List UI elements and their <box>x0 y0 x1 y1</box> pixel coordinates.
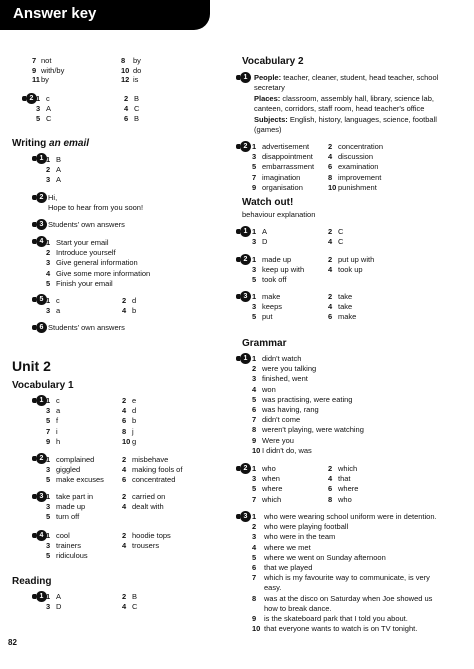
answer-text: make <box>262 292 281 301</box>
answer-text: that everyone wants to watch is on TV tonight. <box>264 624 418 634</box>
answer-number: 9 <box>252 182 257 192</box>
answer-text: dealt with <box>132 502 164 512</box>
answer-number: 2 <box>328 142 333 151</box>
answer-text: misbehave <box>132 455 169 464</box>
answer-number: 2 <box>252 522 257 532</box>
answer-text: which is my favourite way to communicate, is very <box>264 573 430 583</box>
answer-text: j <box>132 426 134 436</box>
answer-number: 9 <box>252 435 257 445</box>
answer-number: 3 <box>46 406 51 416</box>
answer-number: 3 <box>46 465 51 475</box>
answer-number: 1 <box>46 238 51 247</box>
answer-number: 4 <box>252 542 257 552</box>
answer-text: complained <box>56 455 95 464</box>
answer-text: make excuses <box>56 475 104 485</box>
answer-text: Students' own answers <box>48 220 125 229</box>
category-text-continued: secretary <box>254 83 285 92</box>
answer-number: 6 <box>124 114 129 123</box>
answer-number: 1 <box>46 492 51 501</box>
answer-text: by <box>133 56 141 65</box>
answer-number: 3 <box>252 152 257 162</box>
answer-number: 4 <box>122 602 127 612</box>
answer-text: d <box>132 296 137 305</box>
answer-text: where we went on Sunday afternoon <box>264 552 386 562</box>
answer-number: 3 <box>252 265 257 275</box>
answer-number: 1 <box>46 455 51 464</box>
answer-text: giggled <box>56 465 81 475</box>
answer-text: making fools of <box>132 465 183 475</box>
answer-number: 5 <box>46 475 51 485</box>
exercise-number-badge: 2 <box>240 463 251 474</box>
exercise-number-badge: 5 <box>36 294 47 305</box>
answer-number: 6 <box>328 484 333 494</box>
answer-text: cool <box>56 531 70 540</box>
answer-text: d <box>132 406 137 416</box>
answer-text: turn off <box>56 512 80 522</box>
answer-key-header <box>0 0 210 30</box>
answer-number: 3 <box>46 541 51 551</box>
section-heading-reading: Reading <box>12 576 52 587</box>
answer-number: 10 <box>328 182 337 192</box>
answer-text: e <box>132 396 137 405</box>
exercise-number-badge: 2 <box>240 254 251 265</box>
answer-text: were you talking <box>262 364 317 374</box>
category-text-continued: canteen, corridors, staff room, head teacher's office <box>254 104 425 113</box>
answer-number: 10 <box>122 436 131 446</box>
category-text-continued: (games) <box>254 125 282 134</box>
answer-text: which <box>338 464 358 473</box>
answer-number: 4 <box>122 406 127 416</box>
answer-text: examination <box>338 162 379 172</box>
page-title: Answer key <box>13 5 97 22</box>
answer-number: 4 <box>122 502 127 512</box>
answer-text: who <box>262 464 276 473</box>
answer-text: discussion <box>338 152 374 162</box>
answer-number: 3 <box>46 175 51 184</box>
heading-text: Writing <box>12 138 50 149</box>
section-heading-watch-out: Watch out! <box>242 197 294 208</box>
answer-text: concentration <box>338 142 384 151</box>
answer-text: didn't watch <box>262 354 302 363</box>
answer-text: imagination <box>262 172 301 182</box>
answer-number: 7 <box>252 415 257 425</box>
answer-text: c <box>56 296 60 305</box>
answer-number: 8 <box>328 172 333 182</box>
answer-text: carried on <box>132 492 166 501</box>
answer-number: 4 <box>122 306 127 315</box>
answer-number: 10 <box>252 445 261 455</box>
answer-number: 1 <box>252 255 257 264</box>
answer-number: 3 <box>252 302 257 312</box>
answer-text: Hope to hear from you soon! <box>48 203 144 212</box>
answer-number: 2 <box>122 592 127 601</box>
answer-number: 8 <box>328 494 333 504</box>
answer-number: 1 <box>46 296 51 305</box>
answer-text: took off <box>262 275 287 285</box>
answer-text: when <box>262 474 280 484</box>
answer-text: disappointment <box>262 152 313 162</box>
answer-number: 6 <box>252 405 257 414</box>
answer-text: B <box>134 114 140 123</box>
answer-text: keep up with <box>262 265 305 275</box>
answer-number: 5 <box>36 114 41 123</box>
answer-text: finished, went <box>262 374 308 384</box>
answer-text: won <box>262 384 276 394</box>
answer-text: made up <box>56 502 86 512</box>
answer-number: 1 <box>46 531 51 540</box>
answer-number: 4 <box>46 268 51 278</box>
exercise-number-badge: 1 <box>36 591 47 602</box>
exercise-number-badge: 1 <box>240 353 251 364</box>
answer-text: was having, rang <box>262 405 319 414</box>
answer-text: D <box>56 602 62 612</box>
answer-number: 5 <box>252 552 257 562</box>
exercise-number-badge: 3 <box>36 491 47 502</box>
exercise-number-badge: 2 <box>240 141 251 152</box>
answer-number: 6 <box>328 162 333 172</box>
answer-text: Start your email <box>56 238 109 247</box>
answer-text: not <box>41 56 52 65</box>
answer-text: make <box>338 312 357 322</box>
answer-number: 2 <box>252 364 257 374</box>
answer-number: 5 <box>46 416 51 426</box>
answer-text: weren't playing, were watching <box>262 425 364 435</box>
answer-text: was practising, were eating <box>262 394 353 404</box>
answer-number: 1 <box>46 396 51 405</box>
answer-number: 3 <box>46 502 51 512</box>
answer-number: 4 <box>122 465 127 475</box>
category-label: Subjects: <box>254 115 288 124</box>
answer-number: 1 <box>252 142 257 151</box>
answer-text: put <box>262 312 273 322</box>
answer-text: B <box>132 592 138 601</box>
answer-number: 8 <box>122 426 127 436</box>
answer-text: a <box>56 406 61 416</box>
answer-text: made up <box>262 255 292 264</box>
answer-text: Introduce yourself <box>56 248 116 258</box>
category-line <box>254 115 437 124</box>
answer-number: 3 <box>46 258 51 268</box>
answer-number: 4 <box>124 104 129 113</box>
answer-text: advertisement <box>262 142 310 151</box>
answer-text: i <box>56 426 58 436</box>
answer-text: where <box>262 484 283 494</box>
answer-text: trousers <box>132 541 160 551</box>
answer-text: C <box>338 227 344 236</box>
answer-number: 4 <box>122 541 127 551</box>
answer-number: 10 <box>121 65 130 75</box>
answer-text: where <box>338 484 359 494</box>
category-text: English, history, languages, science, football <box>289 115 437 124</box>
answer-text: concentrated <box>132 475 176 485</box>
answer-number: 1 <box>252 464 257 473</box>
category-line <box>254 73 438 82</box>
answer-number: 2 <box>124 94 129 103</box>
answer-number: 9 <box>46 436 51 446</box>
exercise-number-badge: 3 <box>240 511 251 522</box>
answer-number: 5 <box>252 275 257 285</box>
exercise-number-badge: 3 <box>240 291 251 302</box>
answer-number: 2 <box>328 227 333 236</box>
answer-text: A <box>56 165 62 174</box>
answer-number: 6 <box>252 563 257 572</box>
answer-text: embarrassment <box>262 162 315 172</box>
answer-text: Students' own answers <box>48 323 125 332</box>
answer-number: 2 <box>122 296 127 305</box>
answer-text: trainers <box>56 541 82 551</box>
answer-number: 1 <box>252 354 257 363</box>
answer-number: 5 <box>252 162 257 172</box>
answer-text: C <box>132 602 138 612</box>
answer-text: h <box>56 436 61 446</box>
answer-number: 1 <box>36 94 41 103</box>
answer-number: 7 <box>252 494 257 504</box>
answer-text: that we played <box>264 563 313 572</box>
answer-text: is <box>133 75 139 84</box>
answer-number: 4 <box>328 237 333 247</box>
answer-text: who <box>338 494 352 504</box>
answer-text: hoodie tops <box>132 531 171 540</box>
category-label: People: <box>254 73 282 82</box>
answer-number: 2 <box>328 292 333 301</box>
section-heading-writing <box>12 138 89 149</box>
answer-text: I didn't do, was <box>262 445 312 455</box>
answer-number: 6 <box>122 416 127 426</box>
answer-text: C <box>338 237 344 247</box>
answer-number: 2 <box>122 455 127 464</box>
answer-text: c <box>56 396 60 405</box>
section-heading-vocabulary-1: Vocabulary 1 <box>12 380 74 391</box>
answer-text: A <box>56 592 62 601</box>
answer-number: 9 <box>32 65 37 75</box>
answer-text: Hi, <box>48 193 58 202</box>
answer-number: 7 <box>252 573 257 583</box>
answer-number: 10 <box>252 624 261 634</box>
exercise-number-badge: 6 <box>36 322 47 333</box>
answer-text: organisation <box>262 182 303 192</box>
watch-out-subtitle: behaviour explanation <box>242 210 316 219</box>
answer-number: 9 <box>252 614 257 623</box>
answer-text: take <box>338 302 353 312</box>
answer-text: Give general information <box>56 258 138 268</box>
answer-text: A <box>46 104 52 113</box>
answer-text: that <box>338 474 351 484</box>
answer-text: D <box>262 237 268 247</box>
answer-text: A <box>56 175 62 184</box>
answer-number: 1 <box>46 592 51 601</box>
answer-text: keeps <box>262 302 283 312</box>
answer-number: 2 <box>328 255 333 264</box>
exercise-number-badge: 1 <box>240 226 251 237</box>
section-heading-grammar: Grammar <box>242 338 287 349</box>
answer-text: do <box>133 65 142 75</box>
answer-text: improvement <box>338 172 382 182</box>
answer-number: 7 <box>32 56 37 65</box>
answer-text: is the skateboard park that I told you about. <box>264 614 408 623</box>
answer-number: 12 <box>121 75 130 84</box>
answer-text: Were you <box>262 435 294 445</box>
exercise-number-badge: 2 <box>26 93 37 104</box>
answer-number: 3 <box>252 237 257 247</box>
answer-text: with/by <box>41 65 65 75</box>
answer-number: 5 <box>46 278 51 288</box>
answer-text: g <box>132 436 137 446</box>
answer-text: take part in <box>56 492 94 501</box>
answer-text: b <box>132 306 137 315</box>
answer-number: 5 <box>252 312 257 322</box>
answer-number: 1 <box>252 292 257 301</box>
answer-number: 5 <box>46 551 51 561</box>
answer-number: 6 <box>328 312 333 322</box>
answer-number: 8 <box>252 425 257 435</box>
answer-text: take <box>338 292 353 301</box>
heading-emphasis: an email <box>49 138 90 149</box>
answer-number: 2 <box>46 165 51 174</box>
exercise-number-badge: 2 <box>36 192 47 203</box>
exercise-number-badge: 3 <box>36 219 47 230</box>
answer-text: C <box>46 114 52 123</box>
answer-number: 3 <box>46 602 51 612</box>
answer-text: C <box>134 104 140 113</box>
answer-number: 4 <box>328 302 333 312</box>
answer-text: which <box>262 494 282 504</box>
exercise-number-badge: 1 <box>36 153 47 164</box>
answer-number: 5 <box>46 512 51 522</box>
answer-number: 2 <box>122 531 127 540</box>
answer-text: Finish your email <box>56 278 113 288</box>
answer-text: c <box>46 94 50 103</box>
answer-text: punishment <box>338 182 377 192</box>
exercise-number-badge: 4 <box>36 530 47 541</box>
category-text: teacher, cleaner, student, head teacher, school <box>283 73 439 82</box>
exercise-number-badge: 1 <box>240 72 251 83</box>
answer-number: 3 <box>252 374 257 384</box>
answer-text: didn't come <box>262 415 301 425</box>
answer-number: 11 <box>32 75 40 84</box>
answer-text: ridiculous <box>56 551 88 561</box>
answer-text-continued: easy. <box>264 583 282 593</box>
answer-text: B <box>56 155 62 164</box>
answer-number: 4 <box>328 152 333 162</box>
answer-text: b <box>132 416 137 426</box>
category-label: Places: <box>254 94 281 103</box>
answer-number: 5 <box>252 394 257 404</box>
answer-number: 7 <box>252 172 257 182</box>
answer-number: 4 <box>328 265 333 275</box>
page-number: 82 <box>8 638 17 647</box>
category-line <box>254 94 434 103</box>
answer-text: A <box>262 227 268 236</box>
exercise-number-badge: 4 <box>36 236 47 247</box>
answer-number: 1 <box>46 155 51 164</box>
answer-number: 7 <box>46 426 51 436</box>
answer-text: who were wearing school uniform were in detention. <box>264 512 437 521</box>
answer-text: B <box>134 94 140 103</box>
answer-text: a <box>56 306 61 315</box>
answer-number: 2 <box>122 396 127 405</box>
answer-number: 2 <box>328 464 333 473</box>
exercise-number-badge: 1 <box>36 395 47 406</box>
answer-text: put up with <box>338 255 375 264</box>
section-heading-vocabulary-2: Vocabulary 2 <box>242 56 304 67</box>
answer-text: f <box>56 416 59 426</box>
category-text: classroom, assembly hall, library, science lab, <box>282 94 434 103</box>
answer-text: by <box>41 75 49 84</box>
answer-text-continued: how to break dance. <box>264 603 332 613</box>
answer-number: 1 <box>252 227 257 236</box>
answer-number: 3 <box>252 474 257 484</box>
answer-number: 3 <box>46 306 51 315</box>
answer-number: 3 <box>36 104 41 113</box>
answer-number: 4 <box>328 474 333 484</box>
answer-number: 8 <box>252 593 257 603</box>
answer-number: 1 <box>252 512 257 521</box>
answer-text: who were playing football <box>264 522 349 532</box>
exercise-number-badge: 2 <box>36 453 47 464</box>
answer-text: took up <box>338 265 363 275</box>
answer-number: 2 <box>122 492 127 501</box>
answer-number: 6 <box>122 475 127 485</box>
answer-text: who were in the team <box>264 532 336 542</box>
answer-number: 2 <box>46 248 51 258</box>
answer-text: Give some more information <box>56 268 151 278</box>
answer-text: was at the disco on Saturday when Joe showed us <box>264 593 433 603</box>
answer-text: where we met <box>264 542 311 552</box>
answer-number: 3 <box>252 532 257 542</box>
answer-number: 4 <box>252 384 257 394</box>
unit-title: Unit 2 <box>12 358 51 374</box>
answer-number: 8 <box>121 56 126 65</box>
answer-number: 5 <box>252 484 257 494</box>
